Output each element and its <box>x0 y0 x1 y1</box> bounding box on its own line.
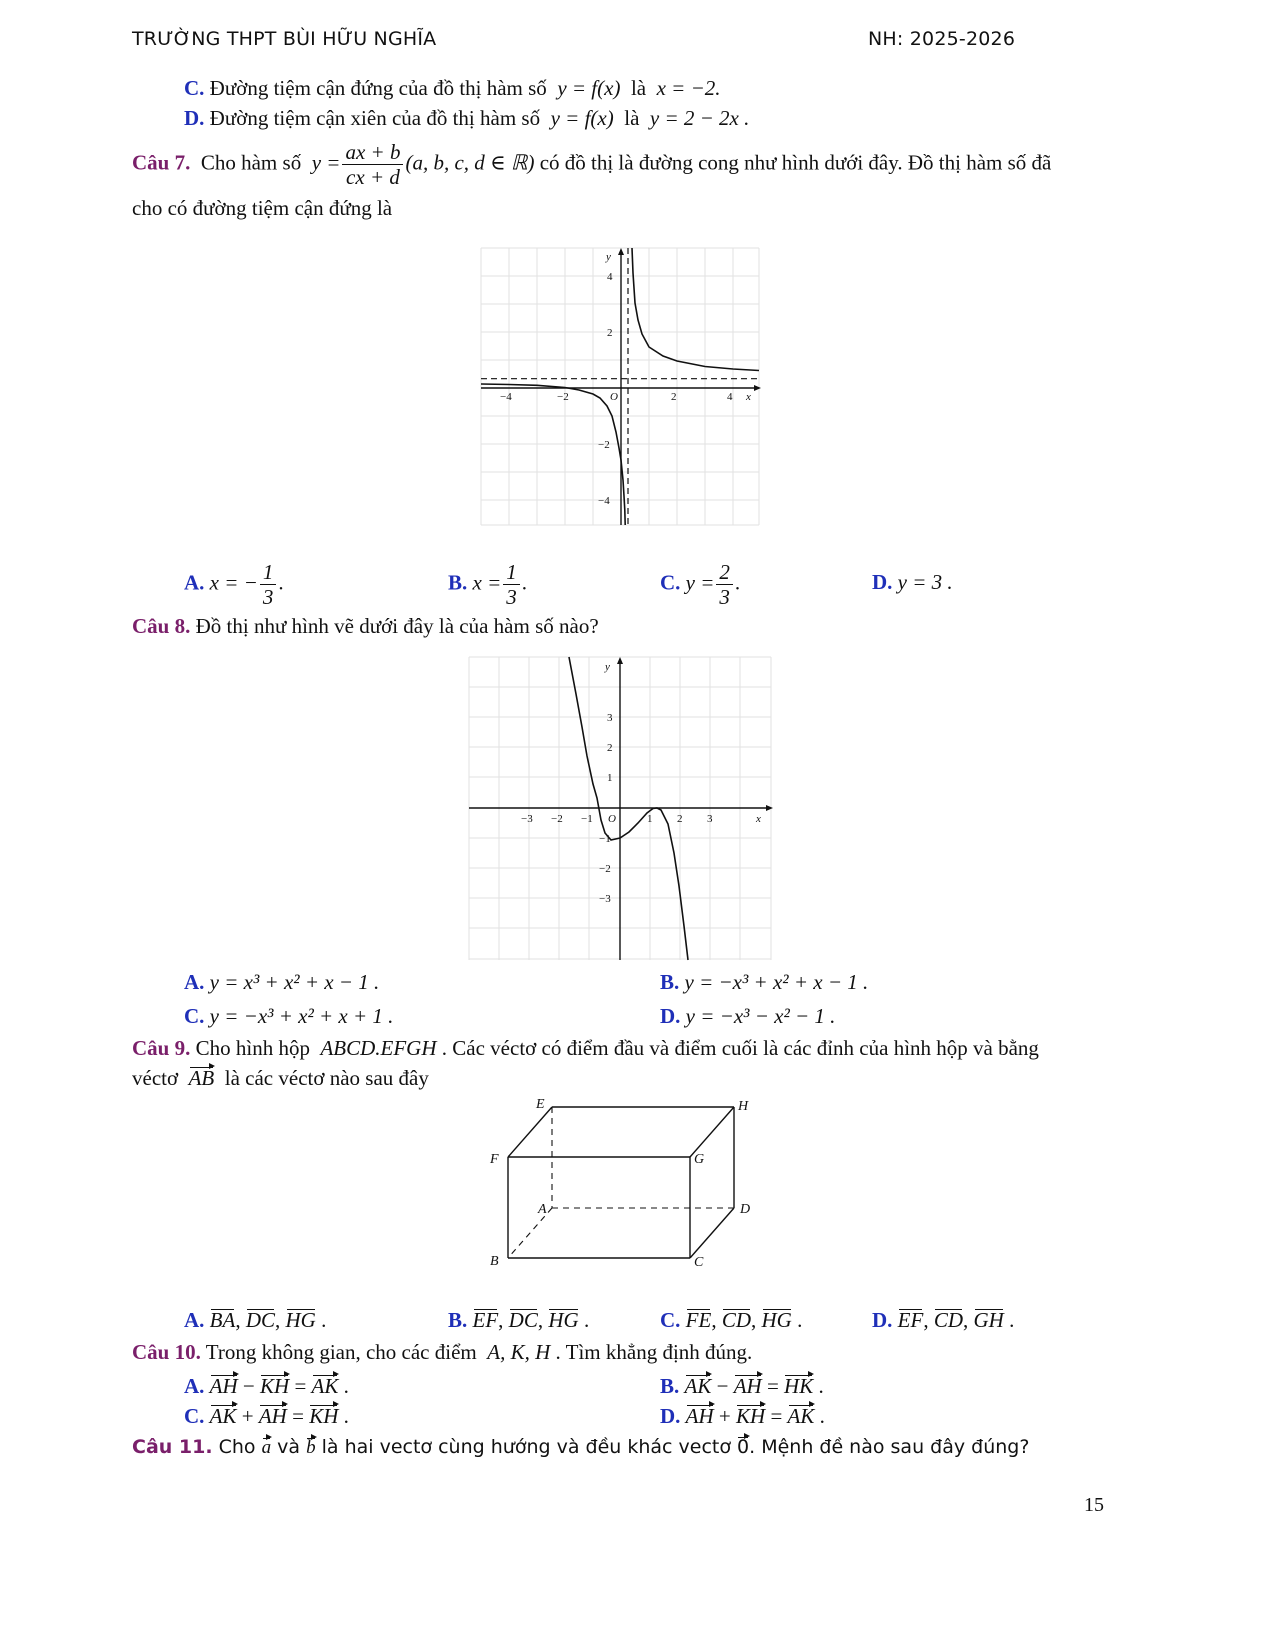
x-axis-label: x <box>756 813 761 825</box>
y-tick: 2 <box>607 327 613 339</box>
y-tick: 2 <box>607 742 613 754</box>
q10-option-b[interactable]: B. AK − AH = HK . <box>660 1374 824 1398</box>
q9-stem: Câu 9. Cho hình hộp ABCD.EFGH . Các véctơ có điểm đầu và điểm cuối là các đỉnh của hình hộp và bằng <box>132 1036 1039 1060</box>
y-tick: −3 <box>599 893 611 905</box>
vertex-f: F <box>490 1152 499 1167</box>
y-tick: 1 <box>607 772 613 784</box>
q8-option-a[interactable]: A. y = x³ + x² + x − 1 . <box>184 970 380 994</box>
school-year: NH: 2025-2026 <box>868 28 1016 50</box>
q9-option-d[interactable]: D. EF, CD, GH . <box>872 1308 1015 1332</box>
curve-right-branch <box>632 248 759 371</box>
q7-option-c[interactable]: C. y = $\frac{2}{3}$ . <box>660 560 741 610</box>
page-number: 15 <box>1084 1494 1104 1516</box>
y-axis-label: y <box>605 661 610 673</box>
vertex-c: C <box>694 1255 704 1270</box>
q7-option-a[interactable]: A. x = − $\frac{1}{3}$ . <box>184 560 284 610</box>
vertex-h: H <box>738 1099 749 1114</box>
q8-graph <box>466 654 776 964</box>
x-tick: −3 <box>521 813 533 825</box>
school-name: TRƯỜNG THPT BÙI HỮU NGHĨA <box>132 28 437 50</box>
x-tick: −2 <box>557 391 569 403</box>
q7-option-d[interactable]: D. y = 3 . <box>872 570 953 594</box>
vertex-g: G <box>694 1152 705 1167</box>
x-tick: −2 <box>551 813 563 825</box>
q6-option-c: C. Đường tiệm cận đứng của đồ thị hàm số y = f(x) là x = −2. <box>184 76 721 100</box>
q10-option-c[interactable]: C. AK + AH = KH . <box>184 1404 349 1428</box>
q8-option-b[interactable]: B. y = −x³ + x² + x − 1 . <box>660 970 869 994</box>
y-tick: −2 <box>598 439 610 451</box>
vertex-a: A <box>538 1202 547 1217</box>
q9-box-figure <box>480 1095 770 1275</box>
x-axis-label: x <box>746 391 751 403</box>
q8-option-c[interactable]: C. y = −x³ + x² + x + 1 . <box>184 1004 394 1028</box>
x-tick: −1 <box>581 813 593 825</box>
x-tick: 3 <box>707 813 713 825</box>
x-tick: −4 <box>500 391 512 403</box>
vertex-e: E <box>536 1097 545 1112</box>
x-tick: 2 <box>671 391 677 403</box>
q10-option-a[interactable]: A. AH − KH = AK . <box>184 1374 349 1398</box>
q9-option-c[interactable]: C. FE, CD, HG . <box>660 1308 803 1332</box>
x-tick: 2 <box>677 813 683 825</box>
origin-label: O <box>608 813 616 825</box>
q9-option-a[interactable]: A. BA, DC, HG . <box>184 1308 327 1332</box>
q8-option-d[interactable]: D. y = −x³ − x² − 1 . <box>660 1004 836 1028</box>
origin-label: O <box>610 391 618 403</box>
q9-option-b[interactable]: B. EF, DC, HG . <box>448 1308 590 1332</box>
y-tick: −2 <box>599 863 611 875</box>
q10-stem: Câu 10. Trong không gian, cho các điểm A, K, H . Tìm khẳng định đúng. <box>132 1340 753 1364</box>
y-axis-label: y <box>606 251 611 263</box>
vertex-d: D <box>740 1202 751 1217</box>
y-tick: −4 <box>598 495 610 507</box>
y-tick: 3 <box>607 712 613 724</box>
q7-stem: Câu 7. Cho hàm số y = $\frac{ax + b}{cx + d}$ (a, b, c, d ∈ ℝ) có đồ thị là đường cong như hình dưới đây. Đồ thị hàm số đã <box>132 140 1052 190</box>
q10-option-d[interactable]: D. AH + KH = AK . <box>660 1404 825 1428</box>
vertex-b: B <box>490 1254 499 1269</box>
y-tick: −1 <box>599 833 611 845</box>
q7-option-b[interactable]: B. x = $\frac{1}{3}$ . <box>448 560 528 610</box>
q7-stem-line2: cho có đường tiệm cận đứng là <box>132 196 393 220</box>
q11-stem: Câu 11. Cho a và b là hai vectơ cùng hướng và đều khác vectơ 0. Mệnh đề nào sau đây đúng? <box>132 1436 1030 1458</box>
q6-option-d: D. Đường tiệm cận xiên của đồ thị hàm số y = f(x) là y = 2 − 2x . <box>184 106 750 130</box>
y-tick: 4 <box>607 271 613 283</box>
x-tick: 4 <box>727 391 733 403</box>
q9-stem-line2: véctơ AB là các véctơ nào sau đây <box>132 1066 429 1090</box>
x-tick: 1 <box>647 813 653 825</box>
q7-graph <box>478 245 763 530</box>
q8-stem: Câu 8. Đồ thị như hình vẽ dưới đây là của hàm số nào? <box>132 614 599 638</box>
